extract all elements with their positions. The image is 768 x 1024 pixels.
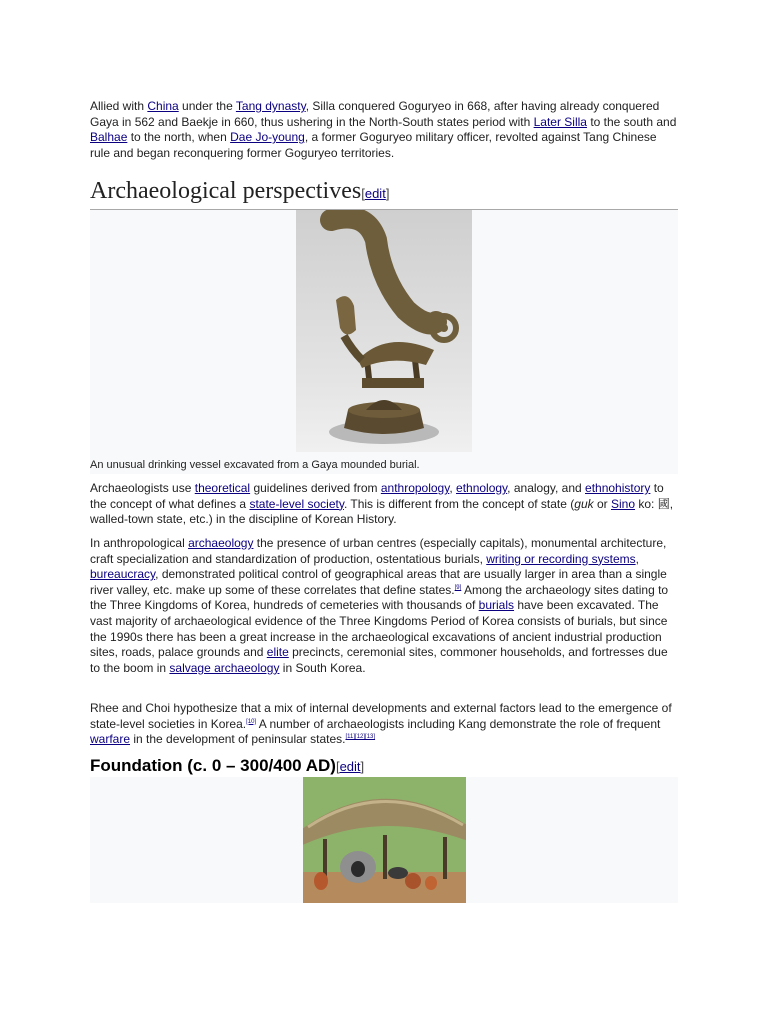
paragraph-archaeologists bbox=[90, 481, 678, 528]
text: Rhee and Choi hypothesize that a mix of internal developments and external factors lead to the emergence of state-level societies in Korea. bbox=[90, 701, 672, 731]
text: , Silla conquered Goguryeo in 668, after having already conquered Gaya in 562 and Baekje in 660, thus ushering in the North-South states period with bbox=[90, 99, 660, 129]
text: . This is different from the concept of state ( bbox=[343, 496, 575, 511]
link-sino[interactable]: Sino bbox=[610, 496, 636, 511]
italic-term: guk bbox=[574, 496, 594, 511]
text: to the south and bbox=[586, 114, 677, 129]
heading-title: Archaeological perspectives bbox=[90, 178, 362, 204]
bracket: ] bbox=[385, 186, 390, 201]
thatched-hut-image[interactable] bbox=[303, 777, 466, 903]
link-tang-dynasty[interactable]: Tang dynasty bbox=[235, 99, 306, 113]
bracket: ] bbox=[360, 759, 365, 774]
link-writing-or-recording-systems[interactable]: writing or recording systems bbox=[486, 551, 636, 566]
text: , demonstrated political control of geographical areas that are usually larger in area than a single river valley, etc. make up some of these correlates that define states. bbox=[90, 567, 667, 597]
link-later-silla[interactable]: Later Silla bbox=[533, 114, 587, 129]
hut-illustration bbox=[303, 777, 466, 903]
text: , bbox=[635, 551, 639, 566]
text: in South Korea. bbox=[279, 660, 366, 675]
paragraph-allied bbox=[90, 99, 678, 161]
edit-link[interactable]: edit bbox=[364, 186, 386, 201]
figure-drinking-vessel bbox=[90, 210, 678, 474]
link-bureaucracy[interactable]: bureaucracy bbox=[90, 567, 156, 582]
link-ethnohistory[interactable]: ethnohistory bbox=[585, 481, 651, 495]
link-burials[interactable]: burials bbox=[478, 598, 515, 613]
section-heading-foundation bbox=[90, 755, 364, 778]
paragraph-rhee-and-choi bbox=[90, 701, 678, 748]
link-theoretical[interactable]: theoretical bbox=[194, 481, 251, 495]
link-archaeology[interactable]: archaeology bbox=[188, 536, 254, 550]
text: the presence of urban centres (especially capitals), monumental architecture, craft specialization and standardization of production, ostentatious burials, bbox=[90, 536, 667, 566]
reference-link[interactable]: [10] bbox=[246, 718, 257, 725]
text: Among the archaeology sites dating to the Three Kingdoms of Korea, hundreds of cemeteries with thousands of bbox=[90, 582, 669, 613]
text: to the north, when bbox=[127, 130, 231, 145]
link-ethnology[interactable]: ethnology bbox=[456, 481, 508, 495]
link-warfare[interactable]: warfare bbox=[90, 732, 131, 747]
edit-link[interactable]: edit bbox=[339, 759, 361, 774]
link-salvage-archaeology[interactable]: salvage archaeology bbox=[169, 660, 280, 675]
text: in the development of peninsular states. bbox=[130, 732, 346, 747]
link-balhae[interactable]: Balhae bbox=[90, 130, 128, 145]
text: guidelines derived from bbox=[250, 481, 381, 495]
text: under the bbox=[178, 99, 236, 113]
heading-title: Foundation (c. 0 – 300/400 AD) bbox=[90, 756, 336, 775]
vessel-illustration bbox=[296, 210, 472, 452]
text: or bbox=[593, 496, 611, 511]
text: , a former Goguryeo military officer, revolted against Tang Chinese rule and began reconquering former Goguryeo territories. bbox=[90, 130, 657, 160]
text: , bbox=[449, 481, 457, 495]
link-china[interactable]: China bbox=[147, 99, 179, 113]
text: Allied with bbox=[90, 99, 148, 113]
section-heading-archaeological-perspectives bbox=[90, 177, 678, 210]
reference-link[interactable]: [9] bbox=[454, 584, 462, 591]
link-anthropology[interactable]: anthropology bbox=[380, 481, 450, 495]
text: have been excavated. The vast majority of archaeological evidence of the Three Kingdoms Period of Korea consists of burials, but since the 1990s there has been a great increase in the archaeological excavations of ancient industrial production sites, roads, palace grounds and bbox=[90, 598, 668, 660]
text: Archaeologists use bbox=[90, 481, 195, 495]
paragraph-anthropological-archaeology bbox=[90, 536, 678, 676]
text: to the concept of what defines a bbox=[90, 481, 664, 511]
text: , analogy, and bbox=[507, 481, 586, 495]
reference-link[interactable]: [11][12][13] bbox=[345, 734, 376, 741]
figure-caption: An unusual drinking vessel excavated from a Gaya mounded burial. bbox=[90, 459, 420, 471]
figure-hut bbox=[90, 777, 678, 903]
text: precincts, ceremonial sites, commoner households, and fortresses due to the boom in bbox=[90, 645, 668, 675]
bracket: [ bbox=[361, 186, 365, 201]
bracket: [ bbox=[335, 759, 340, 774]
link-elite[interactable]: elite bbox=[266, 645, 289, 660]
text: A number of archaeologists including Kang demonstrate the role of frequent bbox=[256, 716, 661, 731]
link-dae-jo-young[interactable]: Dae Jo-young bbox=[230, 130, 305, 145]
text: ko: 國, walled-town state, etc.) in the discipline of Korean History. bbox=[90, 496, 674, 527]
drinking-vessel-image[interactable] bbox=[296, 210, 472, 452]
link-state-level-society[interactable]: state-level society bbox=[249, 496, 344, 511]
text: In anthropological bbox=[90, 536, 189, 550]
